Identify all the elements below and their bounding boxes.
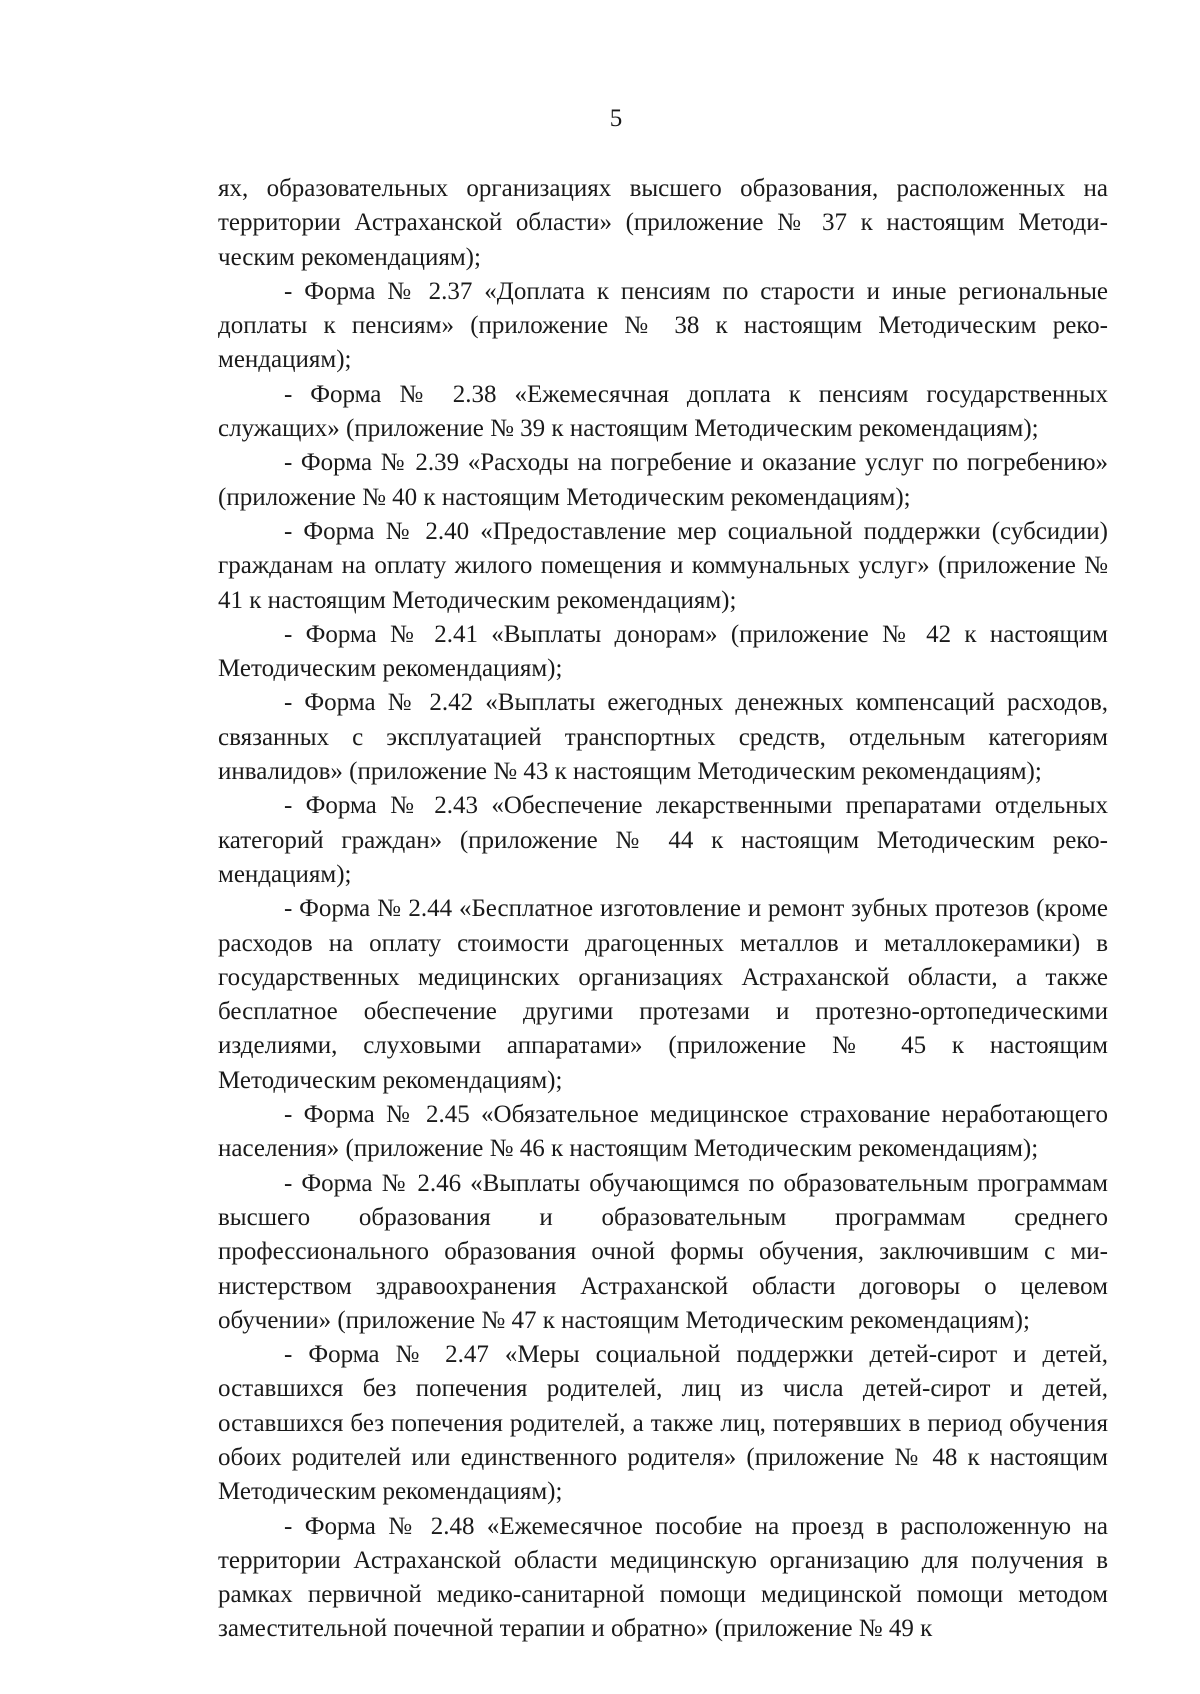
list-item: - Форма № 2.42 «Выплаты ежегодных денежных компенсаций расходов, связанных с эксплуатацией транспортных средств, отдельным категориям инвалидов» (приложение № 43 к настоящим Методическим рекомендациям);: [218, 689, 1108, 786]
list-item: - Форма № 2.38 «Ежемесячная доплата к пенсиям государственных служащих» (приложение № 39 к настоящим Методическим рекомендациям);: [218, 380, 1108, 443]
list-item: - Форма № 2.43 «Обеспечение лекарственными препаратами отдельных категорий граждан» (приложение № 44 к настоящим Методическим рекомендациям);: [218, 792, 1108, 888]
list-item: - Форма № 2.41 «Выплаты донорам» (приложение № 42 к настоящим Методическим рекомендациям);: [218, 620, 1108, 683]
document-body: [218, 172, 1108, 1647]
list-item: - Форма № 2.44 «Бесплатное изготовление и ремонт зубных протезов (кроме расходов на оплату стоимости драгоценных металлов и металлокерамики) в государственных медицинских организациях Астраханской области, а также бесплатное обеспечение другими протезами и протезно-ортопедическими изделиями, слуховыми аппаратами» (приложение № 45 к настоящим Методическим рекомендациям);: [218, 895, 1108, 1094]
page-number: 5: [609, 105, 623, 132]
continuation-paragraph: ях, образовательных организациях высшего образования, расположенных на территории Астраханской области» (приложение № 37 к настоящим Методическим рекомендациям);: [218, 175, 1108, 271]
list-item: - Форма № 2.37 «Доплата к пенсиям по старости и иные региональные доплаты к пенсиям» (приложение № 38 к настоящим Методическим рекомендациям);: [218, 277, 1108, 374]
list-item: - Форма № 2.40 «Предоставление мер социальной поддержки (субсидии) гражданам на оплату жилого помещения и коммунальных услуг» (приложение № 41 к настоящим Методическим рекомендациям);: [218, 517, 1108, 614]
list-item: - Форма № 2.46 «Выплаты обучающимся по образовательным программам высшего образования и образовательным программам среднего профессионального образования очной формы обучения, заключившим с министерством здравоохранения Астраханской области договоры о целевом обучении» (приложение № 47 к настоящим Методическим рекомендациям);: [218, 1169, 1108, 1334]
list-item: - Форма № 2.45 «Обязательное медицинское страхование неработающего населения» (приложение № 46 к настоящим Методическим рекомендациям);: [218, 1101, 1108, 1163]
list-item: - Форма № 2.48 «Ежемесячное пособие на проезд в расположенную на территории Астраханской области медицинскую организацию для получения в рамках первичной медико-санитарной помощи медицинской помощи методом заместительной почечной терапии и обратно» (приложение № 49 к: [218, 1512, 1108, 1643]
list-item: - Форма № 2.39 «Расходы на погребение и оказание услуг по погребению» (приложение № 40 к настоящим Методическим рекомендациям);: [218, 449, 1108, 511]
list-item: - Форма № 2.47 «Меры социальной поддержки детей-сирот и детей, оставшихся без попечения родителей, лиц из числа детей-сирот и детей, оставшихся без попечения родителей, а также лиц, потерявших в период обучения обоих родителей или единственного родителя» (приложение № 48 к настоящим Методическим рекомендациям);: [218, 1341, 1108, 1506]
